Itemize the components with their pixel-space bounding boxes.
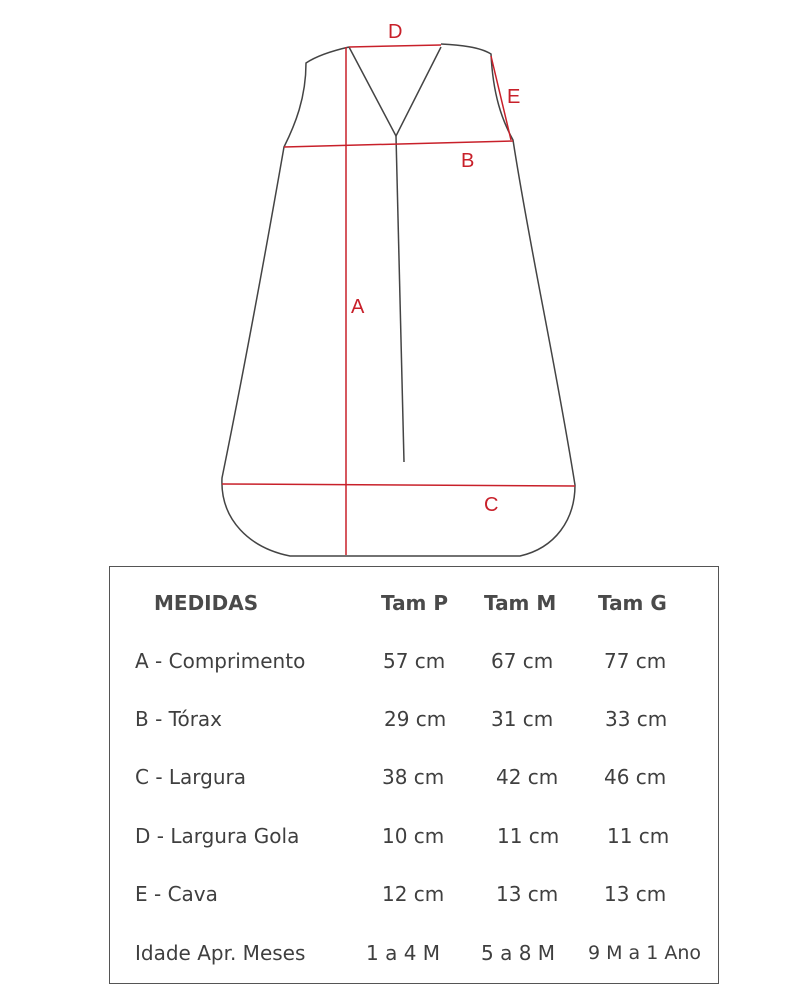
- garment-outline: [222, 44, 575, 556]
- label-d: D: [388, 21, 403, 43]
- measure-line-b: [284, 141, 513, 147]
- label-b: B: [461, 150, 475, 172]
- label-a: A: [351, 296, 365, 318]
- measure-line-c: [222, 484, 575, 486]
- table-cell-m: 42 cm: [496, 765, 559, 789]
- table-row-label: B - Tórax: [135, 707, 223, 731]
- table-cell-g: 9 M a 1 Ano: [588, 942, 702, 964]
- table-cell-p: 10 cm: [382, 824, 445, 848]
- table-cell-g: 11 cm: [607, 824, 670, 848]
- label-c: C: [484, 494, 499, 516]
- table-header-size-m: Tam M: [484, 591, 557, 615]
- table-cell-p: 12 cm: [382, 882, 445, 906]
- table-cell-m: 5 a 8 M: [481, 941, 556, 965]
- measure-line-d: [349, 45, 441, 47]
- table-header-size-p: Tam P: [381, 591, 449, 615]
- table-header-label: MEDIDAS: [154, 591, 259, 615]
- table-cell-p: 1 a 4 M: [366, 941, 441, 965]
- table-cell-m: 31 cm: [491, 707, 554, 731]
- table-cell-m: 13 cm: [496, 882, 559, 906]
- table-cell-m: 67 cm: [491, 649, 554, 673]
- table-cell-g: 13 cm: [604, 882, 667, 906]
- table-cell-p: 57 cm: [383, 649, 446, 673]
- table-cell-p: 38 cm: [382, 765, 445, 789]
- table-row-label: C - Largura: [135, 765, 247, 789]
- table-header-size-g: Tam G: [598, 591, 667, 615]
- table-row-label: A - Comprimento: [135, 649, 306, 673]
- table-row-label: E - Cava: [135, 882, 218, 906]
- table-row-label: Idade Apr. Meses: [135, 941, 306, 965]
- neckline: [349, 47, 441, 136]
- table-row-label: D - Largura Gola: [135, 824, 300, 848]
- table-cell-g: 46 cm: [604, 765, 667, 789]
- table-cell-m: 11 cm: [497, 824, 560, 848]
- table-cell-g: 77 cm: [604, 649, 667, 673]
- size-table: [109, 566, 719, 984]
- label-e: E: [507, 86, 521, 108]
- zipper-line: [396, 136, 404, 462]
- table-cell-p: 29 cm: [384, 707, 447, 731]
- table-cell-g: 33 cm: [605, 707, 668, 731]
